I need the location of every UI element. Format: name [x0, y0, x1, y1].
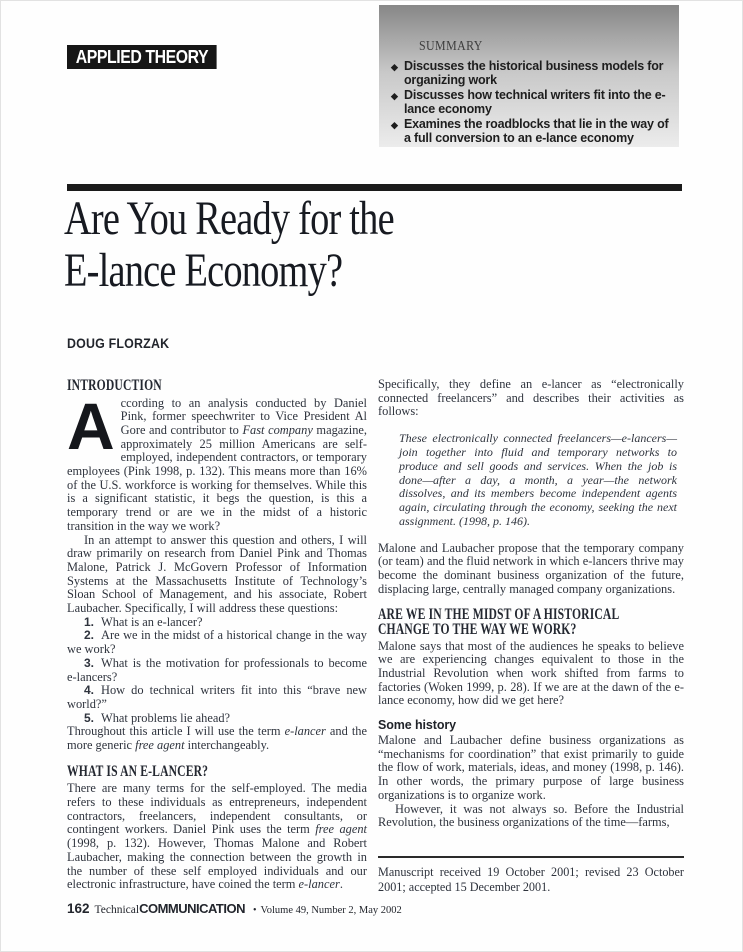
summary-list	[391, 60, 671, 145]
list-number: 1.	[84, 614, 95, 629]
list-number: 3.	[84, 655, 95, 670]
paragraph: However, it was not always so. Before the Industrial Revolution, the business organizations of the time—farms,	[378, 801, 684, 830]
journal-title: COMMUNICATION	[139, 901, 245, 916]
intro-paragraph	[67, 388, 368, 534]
numbered-list-item	[67, 657, 367, 684]
section-heading-historical-change	[378, 605, 620, 638]
summary-box	[379, 5, 679, 147]
block-quote: These electronically connected freelancers—e-lancers—join together into fluid and temporary networks to produce and sell goods and services. When the job is done—after a day, a month, a year—the network dissolves, and its members become independent agents again, circulating through the economy, seeking the next assignment. (1998, p. 146).	[399, 431, 677, 528]
page-footer	[67, 900, 402, 918]
numbered-list-item	[67, 629, 367, 656]
journal-title-prefix: Technical	[94, 904, 140, 916]
list-text: What is an e-lancer?	[101, 614, 203, 629]
diamond-bullet-icon: ◆	[391, 91, 398, 101]
list-text: How do technical writers fit into this “brave new world?”	[67, 683, 367, 711]
drop-cap: A	[67, 388, 115, 463]
paragraph: Malone and Laubacher propose that the temporary company (or team) and the fluid network in which e-lancers thrive may become the dominant business organization of the future, displacing large, centrally managed company organizations.	[378, 540, 684, 596]
section-heading-line: ARE WE IN THE MIDST OF A HISTORICAL	[378, 605, 620, 623]
summary-bullet-text: Discusses the historical business models for organizing work	[404, 59, 664, 87]
summary-bullet-text: Discusses how technical writers fit into the e-lance economy	[404, 88, 666, 116]
numbered-list-item	[67, 684, 367, 711]
list-number: 5.	[84, 710, 95, 725]
list-number: 4.	[84, 683, 95, 698]
summary-bullet-item	[391, 89, 671, 116]
article-title	[64, 193, 394, 297]
title-rule	[67, 184, 682, 191]
footer-bullet-separator: •	[252, 905, 257, 916]
title-line: Are You Ready for the	[64, 192, 394, 245]
paragraph: In an attempt to answer this question and others, I will draw primarily on research from Daniel Pink and Thomas Malone, Patrick J. McGovern Professor of Information Systems at the Massachusetts Institute of Technology’s Sloan School of Management, and his associate, Robert Laubacher. Specifically, I will address these questions:	[67, 532, 367, 616]
page-number: 162	[67, 901, 90, 916]
paragraph: There are many terms for the self-employed. The media refers to these individuals as entrepreneurs, independent contractors, freelancers, independent consultants, or contingent workers. Daniel Pink uses the term free agent (1998, p. 132). However, Thomas Malone and Robert Laubacher, making the connection between the growth in the number of these self employed individuals and our electronic infrastructure, have coined the term e-lancer.	[67, 781, 367, 892]
section-heading-introduction: INTRODUCTION	[67, 377, 162, 394]
footnote-text: Manuscript received 19 October 2001; revised 23 October 2001; accepted 15 December 2001.	[378, 865, 684, 894]
section-heading-what-is-an-e-lancer: WHAT IS AN E-LANCER?	[67, 762, 209, 780]
issue-info: Volume 49, Number 2, May 2002	[260, 905, 402, 916]
title-line: E-lance Economy?	[64, 244, 343, 297]
author-name: DOUG FLORZAK	[67, 336, 170, 351]
section-heading-line: CHANGE TO THE WAY WE WORK?	[378, 621, 577, 638]
subsection-heading-some-history: Some history	[378, 718, 456, 733]
intro-text: ccording to an analysis conducted by Daniel Pink, former speechwriter to Vice President Al Gore and contributor to Fast company magazine, approximately 25 million Americans are self-employed, independent contractors, or temporary employees (Pink 1998, p. 132). This means more than 16% of the U.S. workforce is working for themselves. While this is a significant statistic, it begs the question, is this a temporary trend or are we in the midst of a historic transition in the way we work?	[67, 395, 368, 533]
left-column	[67, 378, 367, 892]
section-badge: APPLIED THEORY	[67, 45, 217, 69]
summary-bullet-item	[391, 60, 671, 87]
diamond-bullet-icon: ◆	[391, 120, 398, 130]
summary-title: SUMMARY	[419, 39, 483, 54]
numbered-list-item	[67, 616, 367, 630]
list-text: What is the motivation for professionals to become e-lancers?	[67, 655, 367, 684]
numbered-list-item	[67, 712, 367, 726]
footnote	[378, 856, 684, 895]
summary-bullet-item	[391, 118, 671, 145]
diamond-bullet-icon: ◆	[391, 62, 398, 72]
paragraph: Malone says that most of the audiences he speaks to believe we are experiencing changes equivalent to those in the Industrial Revolution when work shifted from farms to factories (Woken 1999, p. 28). If we are at the dawn of the e-lance economy, how did we get here?	[378, 638, 684, 708]
footnote-rule	[378, 856, 684, 858]
list-text: What problems lie ahead?	[101, 710, 231, 725]
summary-bullet-text: Examines the roadblocks that lie in the way of a full conversion to an e-lance economy	[404, 117, 669, 145]
paragraph: Malone and Laubacher define business organizations as “mechanisms for coordination” that exist primarily to guide the flow of work, materials, ideas, and money (1998, p. 146). In other words, the primary purpose of large business organizations is to organize work.	[378, 733, 684, 802]
list-text: Are we in the midst of a historical change in the way we work?	[67, 628, 367, 657]
paragraph: Specifically, they define an e-lancer as “electronically connected freelancers” and describes their activities as follows:	[378, 377, 684, 419]
list-number: 2.	[84, 628, 95, 643]
paragraph: Throughout this article I will use the term e-lancer and the more generic free agent interchangeably.	[67, 724, 367, 753]
right-column	[378, 378, 684, 830]
